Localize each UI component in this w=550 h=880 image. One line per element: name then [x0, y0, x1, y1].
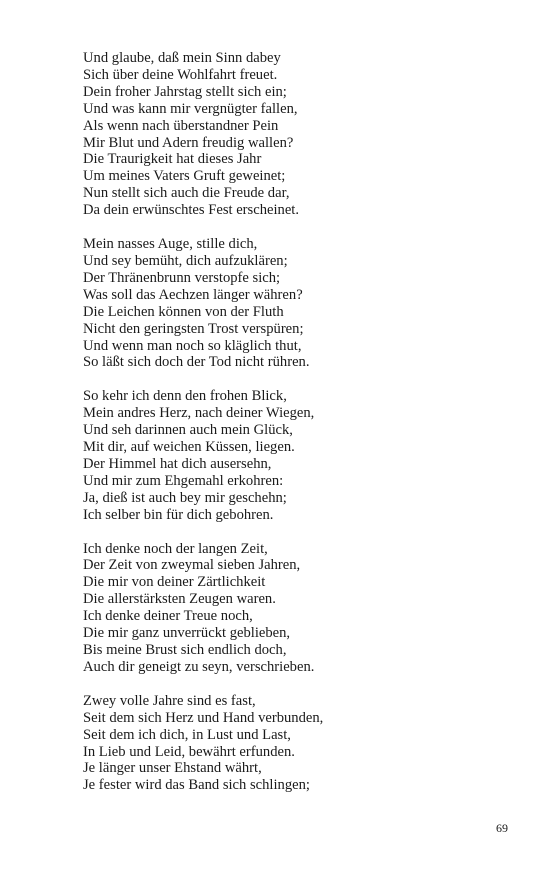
- verse-line: Die mir von deiner Zärtlichkeit: [83, 574, 266, 591]
- verse-line: Der Thränenbrunn verstopfe sich;: [83, 269, 281, 286]
- verse-line: Die allerstärksten Zeugen waren.: [83, 591, 276, 608]
- verse-line: Ich denke deiner Treue noch,: [83, 608, 253, 625]
- verse-line: Mein andres Herz, nach deiner Wiegen,: [83, 405, 315, 422]
- verse-line: So kehr ich denn den frohen Blick,: [83, 388, 287, 405]
- verse-line: Die Leichen können von der Fluth: [83, 303, 284, 320]
- verse-line: Auch dir geneigt zu seyn, verschrieben.: [83, 658, 315, 675]
- verse-line: Seit dem sich Herz und Hand verbunden,: [83, 709, 324, 726]
- verse-line: Die mir ganz unverrückt geblieben,: [83, 625, 291, 642]
- verse-line: Und wenn man noch so kläglich thut,: [83, 337, 302, 354]
- page-number: 69: [496, 821, 508, 835]
- verse-line: Nicht den geringsten Trost verspüren;: [83, 320, 304, 337]
- verse-line: In Lieb und Leid, bewährt erfunden.: [83, 743, 295, 760]
- verse-line: Je fester wird das Band sich schlingen;: [83, 777, 310, 794]
- verse-line: Je länger unser Ehstand währt,: [83, 760, 262, 777]
- verse-line: Mit dir, auf weichen Küssen, liegen.: [83, 439, 295, 456]
- verse-line: Und glaube, daß mein Sinn dabey: [83, 50, 281, 66]
- verse-line: Der Himmel hat dich ausersehn,: [83, 455, 272, 472]
- stanza-3: [83, 388, 503, 523]
- verse-line: Und was kann mir vergnügter fallen,: [83, 100, 298, 117]
- verse-line: Zwey volle Jahre sind es fast,: [83, 692, 256, 709]
- verse-line: Der Zeit von zweymal sieben Jahren,: [83, 557, 301, 574]
- verse-line: Als wenn nach überstandner Pein: [83, 117, 279, 134]
- verse-line: Ich selber bin für dich gebohren.: [83, 506, 274, 523]
- verse-line: Seit dem ich dich, in Lust und Last,: [83, 726, 291, 743]
- verse-line: Und sey bemüht, dich aufzuklären;: [83, 252, 288, 269]
- stanza-2: [83, 236, 503, 371]
- verse-line: Da dein erwünschtes Fest erscheinet.: [83, 202, 299, 219]
- verse-line: Dein froher Jahrstag stellt sich ein;: [83, 83, 287, 100]
- verse-line: Die Traurigkeit hat dieses Jahr: [83, 151, 262, 168]
- stanza-4: [83, 541, 503, 676]
- verse-line: Ich denke noch der langen Zeit,: [83, 540, 268, 557]
- stanza-5: [83, 693, 503, 794]
- verse-line: Und seh darinnen auch mein Glück,: [83, 422, 293, 439]
- verse-line: Mir Blut und Adern freudig wallen?: [83, 134, 294, 151]
- verse-line: Sich über deine Wohlfahrt freuet.: [83, 66, 278, 83]
- verse-line: Mein nasses Auge, stille dich,: [83, 236, 258, 253]
- verse-line: Ja, dieß ist auch bey mir geschehn;: [83, 489, 287, 506]
- verse-line: Um meines Vaters Gruft geweinet;: [83, 168, 286, 185]
- verse-line: Was soll das Aechzen länger währen?: [83, 286, 303, 303]
- verse-line: Bis meine Brust sich endlich doch,: [83, 642, 287, 658]
- verse-line: Nun stellt sich auch die Freude dar,: [83, 185, 290, 202]
- verse-line: Und mir zum Ehgemahl erkohren:: [83, 472, 284, 489]
- stanza-1: [83, 50, 503, 219]
- poem-body: [83, 50, 503, 811]
- verse-line: So läßt sich doch der Tod nicht rühren.: [83, 354, 310, 371]
